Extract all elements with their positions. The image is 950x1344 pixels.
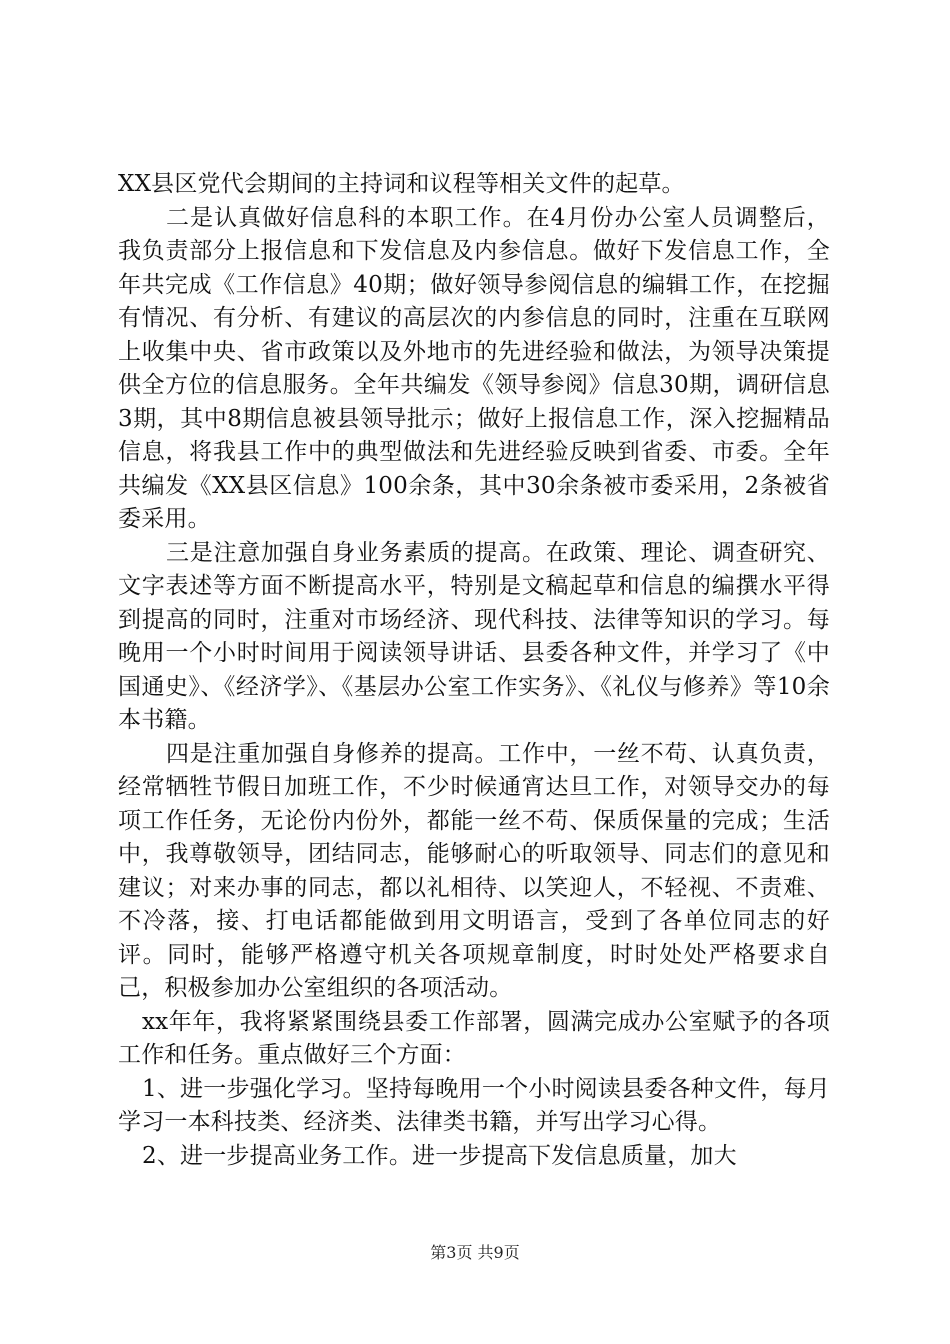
paragraph-plan-2: 2、进一步提高业务工作。进一步提高下发信息质量，加大 [142, 1142, 737, 1169]
paragraph-continuation: XX县区党代会期间的主持词和议程等相关文件的起草。 [118, 171, 685, 197]
paragraph-item-4: 四是注重加强自身修养的提高。工作中，一丝不苟、认真负责，经常牺牲节假日加班工作，不少时候通宵达旦工作，对领导交办的每项工作任务，无论份内份外，都能一丝不苟、保质保量的完成；生活中，我尊敬领导，团结同志，能够耐心的听取领导、同志们的意见和建议；对来办事的同志，都以礼相待、以笑迎人，不轻视、不责难、不冷落，接、打电话都能做到用文明语言，受到了各单位同志的好评。同时，能够严格遵守机关各项规章制度，时时处处严格要求自己，积极参加办公室组织的各项活动。 [118, 740, 830, 1001]
paragraph-item-2: 二是认真做好信息科的本职工作。在4月份办公室人员调整后，我负责部分上报信息和下发信息及内参信息。做好下发信息工作，全年共完成《工作信息》40期；做好领导参阅信息的编辑工作，在挖掘有情况、有分析、有建议的高层次的内参信息的同时，注重在互联网上收集中央、省市政策以及外地市的先进经验和做法，为领导决策提供全方位的信息服务。全年共编发《领导参阅》信息30期，调研信息3期，其中8期信息被县领导批示；做好上报信息工作，深入挖掘精品信息，将我县工作中的典型做法和先进经验反映到省委、市委。全年共编发《XX县区信息》100余条，其中30余条被市委采用，2条被省委采用。 [118, 204, 830, 532]
paragraph-plan-1: 1、进一步强化学习。坚持每晚用一个小时阅读县委各种文件，每月学习一本科技类、经济类、法律类书籍，并写出学习心得。 [118, 1075, 830, 1135]
paragraph-plan-intro: xx年年，我将紧紧围绕县委工作部署，圆满完成办公室赋予的各项工作和任务。重点做好三个方面： [118, 1008, 830, 1068]
paragraph-item-3: 三是注意加强自身业务素质的提高。在政策、理论、调查研究、文字表述等方面不断提高水平，特别是文稿起草和信息的编撰水平得到提高的同时，注重对市场经济、现代科技、法律等知识的学习。每晚用一个小时时间用于阅读领导讲话、县委各种文件，并学习了《中国通史》、《经济学》、《基层办公室工作实务》、《礼仪与修养》等10余本书籍。 [118, 539, 830, 733]
document-body [118, 168, 830, 1173]
page-number-footer: 第3页 共9页 [430, 1243, 520, 1262]
